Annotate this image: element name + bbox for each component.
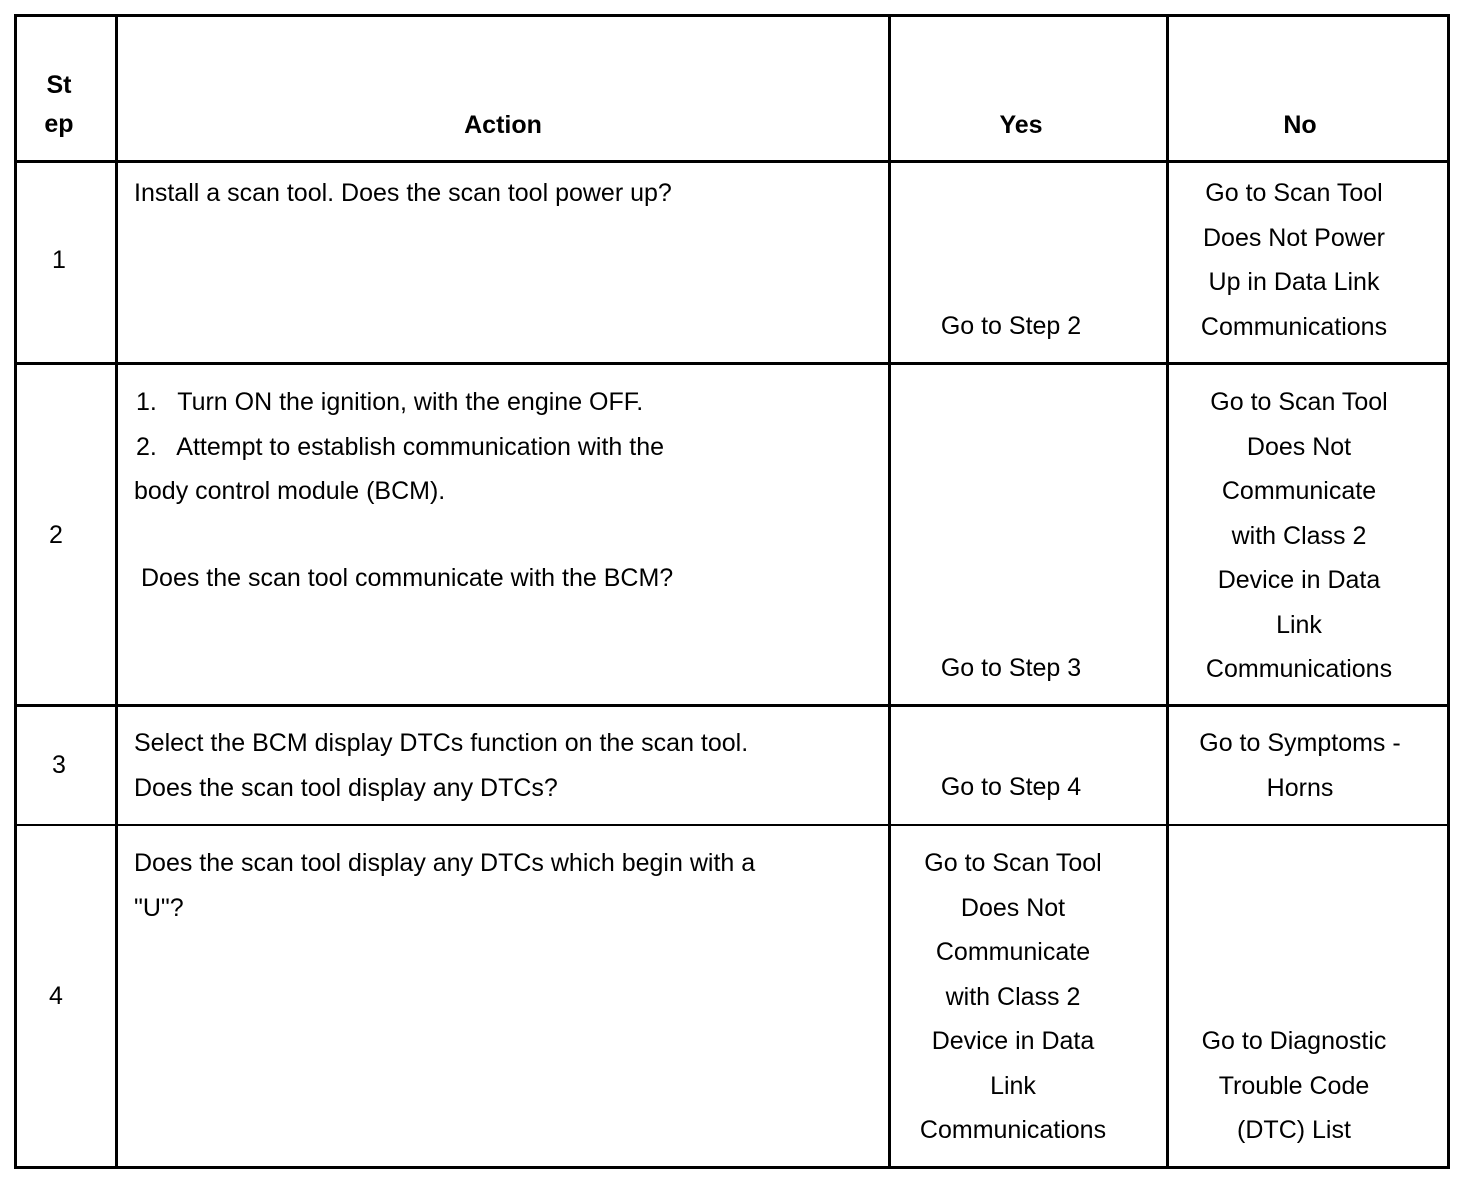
table-border-right: [1447, 14, 1450, 1169]
header-action: Action: [464, 111, 542, 139]
action-text: Does the scan tool display any DTCs which begin with a "U"?: [134, 849, 756, 922]
header-step: St ep: [44, 71, 74, 138]
no-result: Go to Scan Tool Does Not Power Up in Data Link Communications: [1200, 179, 1388, 341]
diagnostic-table: [14, 14, 1450, 1170]
header-divider: [14, 160, 1450, 163]
yes-result: Go to Step 2: [940, 312, 1082, 340]
step-number: 1: [52, 246, 66, 274]
action-text: Install a scan tool. Does the scan tool power up?: [134, 179, 672, 207]
row-divider: [14, 824, 1450, 826]
header-yes: Yes: [999, 111, 1043, 139]
yes-result: Go to Step 3: [940, 654, 1082, 682]
step-number: 4: [49, 982, 63, 1010]
no-result: Go to Diagnostic Trouble Code (DTC) List: [1201, 1027, 1387, 1144]
no-result: Go to Symptoms - Horns: [1199, 729, 1401, 802]
header-no: No: [1283, 111, 1317, 139]
action-text: 1. Turn ON the ignition, with the engine OFF. 2. Attempt to establish communication with the body control module (BCM). Does the scan tool communicate with the BCM?: [134, 388, 674, 592]
row-divider: [14, 362, 1450, 365]
yes-result: Go to Scan Tool Does Not Communicate with Class 2 Device in Data Link Communications: [919, 849, 1107, 1144]
step-number: 3: [52, 751, 66, 779]
action-text: Select the BCM display DTCs function on the scan tool. Does the scan tool display any DTCs?: [134, 729, 749, 802]
table-border-top: [14, 14, 1450, 17]
table-border-bottom: [14, 1166, 1450, 1169]
column-divider: [115, 14, 118, 1169]
row-divider: [14, 704, 1450, 707]
yes-result: Go to Step 4: [940, 773, 1082, 801]
no-result: Go to Scan Tool Does Not Communicate with Class 2 Device in Data Link Communications: [1205, 388, 1393, 683]
step-number: 2: [49, 521, 63, 549]
